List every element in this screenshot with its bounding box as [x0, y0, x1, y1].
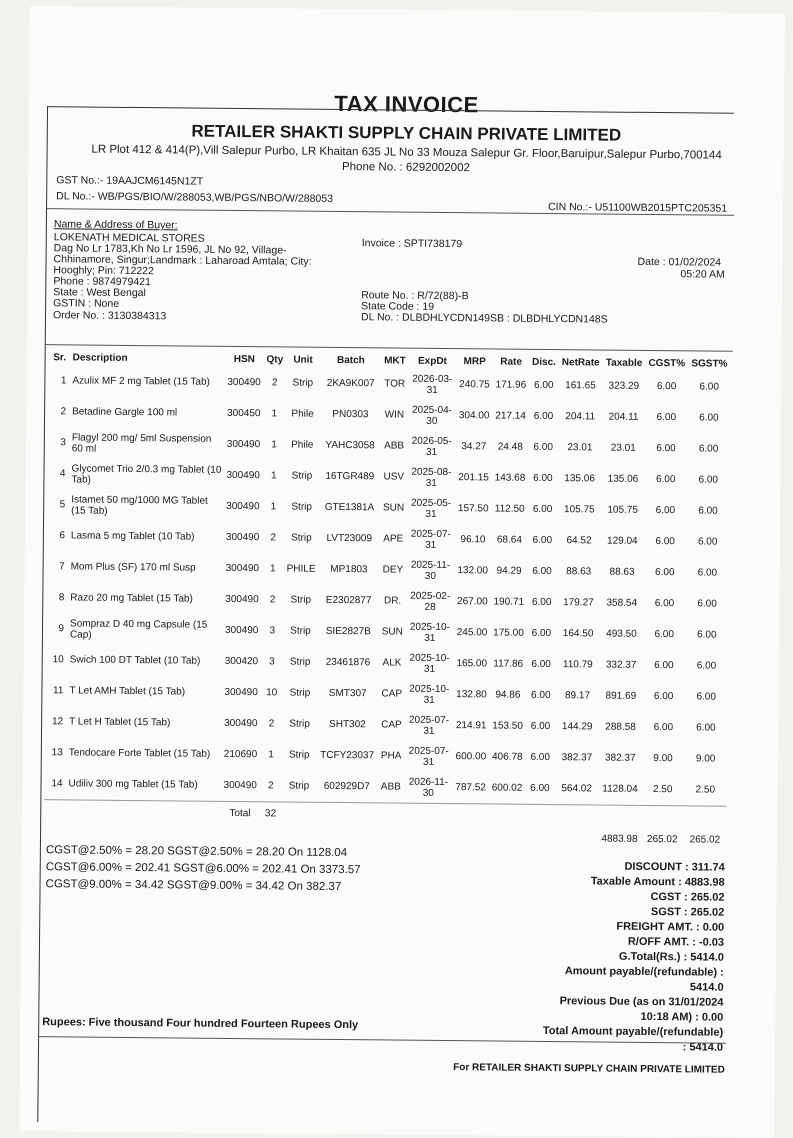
- table-cell: 12: [51, 716, 64, 728]
- table-cell: 117.86: [493, 658, 524, 670]
- sum-cell: [377, 825, 404, 847]
- sum-cell: [259, 824, 281, 846]
- table-cell: Razo 20 mg Tablet (15 Tab): [70, 592, 193, 605]
- total-cell: 32: [260, 802, 282, 825]
- table-cell: 6.00: [696, 660, 717, 672]
- table-cell: 300490: [227, 376, 261, 389]
- table-cell: 217.14: [495, 410, 526, 422]
- total-cell: [44, 800, 66, 823]
- table-cell: 161.65: [565, 380, 596, 392]
- table-cell: 9.00: [653, 753, 673, 765]
- freight-amount: FREIGHT AMT. : 0.00: [616, 920, 725, 934]
- table-cell: 332.37: [605, 659, 637, 671]
- table-cell: 300490: [224, 624, 259, 637]
- column-header: SGST%: [691, 358, 728, 370]
- table-cell: 6.00: [655, 474, 676, 486]
- table-cell: 24.48: [497, 441, 523, 453]
- table-cell: Betadine Gargle 100 ml: [72, 406, 178, 419]
- column-header: Sr.: [53, 352, 67, 364]
- table-cell: GTE1381A: [324, 501, 375, 514]
- table-cell: 300490: [223, 779, 257, 792]
- table-cell: Strip: [291, 501, 313, 513]
- table-cell: 787.52: [455, 782, 486, 794]
- table-cell: ABB: [384, 440, 405, 452]
- column-header: HSN: [233, 353, 255, 366]
- table-cell: 600.02: [491, 782, 523, 794]
- table-cell: 129.04: [607, 535, 638, 547]
- table-cell: 6.00: [656, 381, 677, 393]
- column-header: Disc.: [532, 356, 557, 369]
- table-cell: E2302877: [325, 594, 372, 607]
- table-cell: 201.15: [458, 472, 489, 484]
- column-header: ExpDt: [417, 355, 447, 368]
- sum-cell: 265.02: [689, 833, 721, 846]
- table-cell: Mom Plus (SF) 170 ml Susp: [70, 561, 196, 574]
- grand-total: G.Total(Rs.) : 5414.0: [618, 950, 724, 964]
- table-cell: SHT302: [329, 718, 366, 731]
- table-cell: 6.00: [534, 379, 554, 392]
- total-cell: Total: [220, 801, 260, 824]
- previous-due-label: Previous Due (as on 31/01/2024: [559, 995, 724, 1009]
- table-cell: 2025-08-31: [411, 466, 452, 489]
- table-cell: 157.50: [457, 503, 489, 515]
- table-cell: 2025-11-30: [410, 559, 451, 582]
- tax-line: CGST@6.00% = 202.41 SGST@6.00% = 202.41 On 3373.57: [45, 861, 361, 877]
- total-payable-value: : 5414.0: [682, 1041, 724, 1054]
- table-cell: 6.00: [653, 722, 674, 734]
- amount-payable-label: Amount payable/(refundable) :: [564, 965, 724, 979]
- sum-cell: [220, 824, 260, 846]
- table-cell: 2025-07-31: [410, 528, 451, 551]
- table-cell: Sompraz D 40 mg Capsule (15 Cap): [69, 617, 208, 641]
- table-cell: 153.50: [492, 720, 523, 732]
- table-cell: 2: [271, 377, 278, 389]
- table-cell: 323.29: [608, 380, 640, 392]
- table-cell: LVT23009: [326, 532, 372, 545]
- table-cell: 382.37: [604, 752, 636, 764]
- company-name: RETAILER SHAKTI SUPPLY CHAIN PRIVATE LIMITED: [191, 121, 622, 145]
- table-cell: 2: [269, 594, 276, 606]
- table-cell: WIN: [384, 409, 405, 421]
- total-cell: [377, 803, 404, 826]
- table-cell: T Let H Tablet (15 Tab): [69, 716, 171, 729]
- table-cell: 143.68: [494, 472, 526, 484]
- table-cell: 1: [270, 501, 277, 513]
- buyer-gstin: GSTIN : None: [53, 297, 120, 310]
- table-cell: 288.58: [605, 721, 636, 733]
- table-cell: 6.00: [654, 629, 675, 641]
- table-cell: 5: [59, 499, 66, 511]
- table-cell: 6.00: [530, 751, 551, 764]
- table-cell: Strip: [291, 532, 312, 544]
- table-cell: 564.02: [561, 783, 592, 795]
- table-cell: 2.50: [695, 784, 716, 796]
- table-cell: 6.00: [533, 441, 553, 454]
- table-cell: Swich 100 DT Tablet (10 Tab): [69, 654, 201, 667]
- table-cell: 10: [52, 654, 64, 666]
- buyer-phone: Phone : 9874979421: [53, 275, 151, 289]
- table-cell: CAP: [381, 688, 403, 700]
- table-cell: 1: [271, 439, 277, 451]
- table-cell: 3: [269, 625, 276, 637]
- table-cell: Udiliv 300 mg Tablet (15 Tab): [68, 778, 198, 791]
- table-cell: 2025-05-31: [411, 497, 452, 520]
- table-cell: 9: [58, 623, 65, 635]
- table-cell: 6.00: [696, 722, 716, 734]
- table-cell: 210690: [223, 748, 258, 761]
- table-cell: PHA: [380, 750, 402, 762]
- table-cell: 68.64: [496, 534, 522, 546]
- table-cell: 6.00: [698, 474, 719, 486]
- table-cell: Strip: [290, 625, 311, 637]
- sum-cell: [452, 826, 489, 848]
- table-cell: 406.78: [491, 751, 523, 763]
- table-cell: 300490: [224, 717, 258, 730]
- table-cell: SIE2827B: [325, 625, 371, 638]
- sum-cell: [404, 826, 452, 848]
- table-cell: 23.01: [567, 442, 593, 454]
- table-cell: 2026-11-30: [408, 776, 449, 799]
- table-cell: 14: [51, 778, 63, 790]
- table-cell: 6.00: [654, 660, 674, 672]
- total-cell: [598, 805, 641, 828]
- table-cell: Strip: [288, 780, 310, 792]
- table-cell: 23461876: [325, 656, 371, 669]
- buyer-state: State : West Bengal: [53, 286, 146, 300]
- table-cell: 175.00: [493, 627, 524, 639]
- table-cell: 135.06: [564, 473, 595, 485]
- table-cell: 6.00: [655, 505, 676, 517]
- total-cell: [316, 802, 377, 825]
- table-cell: SMT307: [328, 687, 367, 700]
- taxable-amount: Taxable Amount : 4883.98: [590, 875, 725, 889]
- amount-payable-value: 5414.0: [689, 981, 724, 994]
- table-cell: 300490: [226, 500, 260, 513]
- table-cell: Strip: [292, 377, 314, 389]
- cin-number: CIN No.:- U51100WB2015PTC205351: [548, 200, 728, 215]
- table-cell: 6.00: [532, 534, 553, 547]
- company-phone: Phone No. : 6292002002: [341, 161, 470, 175]
- table-cell: Strip: [289, 687, 311, 699]
- table-cell: 1: [270, 470, 277, 482]
- table-cell: 267.00: [457, 596, 488, 608]
- table-cell: 6.00: [531, 658, 551, 671]
- sgst-total: SGST : 265.02: [650, 906, 725, 919]
- table-cell: Tendocare Forte Tablet (15 Tab): [68, 747, 211, 760]
- signatory-line: For RETAILER SHAKTI SUPPLY CHAIN PRIVATE LIMITED: [453, 1062, 725, 1076]
- table-cell: TOR: [384, 378, 406, 390]
- total-cell: [684, 806, 727, 829]
- table-cell: YAHC3058: [325, 439, 375, 452]
- summary-block: [543, 859, 725, 1056]
- buyer-address-line3: Hooghly; Pin: 712222: [53, 264, 154, 278]
- table-cell: 6.00: [696, 691, 716, 703]
- table-cell: 132.80: [456, 689, 487, 701]
- table-cell: 6.00: [531, 627, 552, 640]
- table-cell: 304.00: [458, 410, 490, 422]
- state-code: State Code : 19: [361, 300, 435, 313]
- table-cell: 300490: [225, 562, 260, 575]
- column-header: Description: [72, 352, 128, 364]
- items-body: [44, 365, 731, 851]
- table-cell: Glycomet Trio 2/0.3 mg Tablet (10 Tab): [71, 462, 222, 486]
- table-cell: Strip: [289, 656, 311, 668]
- table-cell: Azulix MF 2 mg Tablet (15 Tab): [72, 375, 210, 388]
- invoice-paper: [19, 6, 785, 1138]
- column-header: MKT: [384, 355, 406, 367]
- table-cell: 3: [60, 437, 66, 449]
- tax-breakup: [45, 842, 360, 896]
- table-cell: 214.91: [455, 720, 487, 732]
- table-cell: 1: [268, 749, 274, 761]
- total-cell: [66, 800, 220, 824]
- table-cell: 204.11: [608, 411, 639, 423]
- table-cell: 135.06: [607, 473, 639, 485]
- table-cell: 89.17: [564, 690, 591, 702]
- total-cell: [281, 802, 316, 825]
- table-cell: 8: [58, 592, 65, 604]
- table-cell: 179.27: [563, 597, 594, 609]
- table-cell: 2026-05-31: [411, 435, 452, 458]
- table-cell: CAP: [381, 719, 402, 731]
- table-cell: 493.50: [606, 628, 637, 640]
- table-cell: Istamet 50 mg/1000 MG Tablet (15 Tab): [71, 493, 208, 517]
- order-number: Order No. : 3130384313: [52, 309, 167, 323]
- items-table: [44, 350, 731, 851]
- roundoff-amount: R/OFF AMT. : -0.03: [627, 935, 725, 949]
- table-cell: 382.37: [561, 752, 593, 764]
- table-cell: 300450: [227, 407, 261, 420]
- seller-dl-number: DL No. : DLBDHLYCDN149SB : DLBDHLYCDN148S: [360, 311, 608, 326]
- table-cell: PHILE: [286, 563, 316, 575]
- table-cell: 3: [269, 656, 275, 668]
- table-cell: DR.: [383, 595, 402, 607]
- table-cell: 190.71: [493, 596, 525, 608]
- total-cell: [525, 804, 555, 827]
- table-cell: 1: [270, 563, 276, 575]
- table-cell: 112.50: [494, 503, 525, 515]
- table-cell: 105.75: [607, 504, 639, 516]
- table-cell: 2: [270, 532, 276, 544]
- sum-cell: [488, 826, 525, 848]
- table-cell: Phile: [291, 439, 314, 451]
- table-cell: 16TGR489: [325, 470, 375, 483]
- buyer-address-line2: Chhinamore, Singur;Landmark : Laharoad Amtala; City:: [53, 253, 312, 268]
- table-cell: 164.50: [562, 628, 594, 640]
- invoice-number: Invoice : SPTI738179: [361, 237, 463, 251]
- table-cell: 6.00: [533, 472, 553, 485]
- table-cell: 602929D7: [323, 780, 370, 793]
- table-cell: 2025-02-28: [410, 590, 451, 613]
- table-cell: 2026-03-31: [412, 373, 453, 396]
- table-cell: 7: [59, 561, 65, 573]
- table-cell: ALK: [382, 657, 402, 669]
- table-cell: 171.96: [495, 379, 527, 391]
- invoice-time: 05:20 AM: [680, 268, 725, 281]
- sum-cell: 4883.98: [601, 833, 638, 845]
- sum-cell: [44, 822, 66, 844]
- column-header: CGST%: [648, 357, 686, 370]
- table-cell: 144.29: [561, 721, 593, 733]
- table-cell: 600.00: [455, 751, 487, 763]
- tax-line: CGST@2.50% = 28.20 SGST@2.50% = 28.20 On 1128.04: [45, 844, 348, 860]
- table-cell: 96.10: [460, 534, 486, 546]
- total-cell: [452, 804, 489, 827]
- table-cell: 300490: [225, 593, 259, 606]
- table-cell: 2: [60, 406, 67, 418]
- total-cell: [554, 805, 598, 828]
- table-cell: Strip: [288, 749, 310, 761]
- table-cell: 6.00: [655, 536, 675, 548]
- table-cell: 6.00: [532, 565, 552, 578]
- table-cell: 2: [267, 780, 274, 792]
- table-cell: Strip: [289, 718, 310, 730]
- table-cell: 300490: [226, 469, 260, 482]
- table-cell: 300420: [224, 655, 259, 668]
- table-cell: 6.00: [655, 567, 675, 579]
- invoice-title: TAX INVOICE: [334, 90, 479, 118]
- table-cell: 6: [59, 530, 65, 542]
- table-cell: APE: [383, 533, 404, 545]
- table-cell: 2025-10-31: [409, 683, 450, 706]
- table-cell: Phile: [291, 408, 314, 420]
- table-cell: 10: [266, 687, 278, 699]
- previous-due-value: 10:18 AM) : 0.00: [640, 1010, 724, 1024]
- table-cell: 245.00: [456, 627, 488, 639]
- table-cell: 358.54: [606, 597, 638, 609]
- table-cell: T Let AMH Tablet (15 Tab): [69, 685, 186, 698]
- table-cell: 4: [59, 468, 66, 480]
- sum-cell: [525, 827, 555, 849]
- table-cell: 88.63: [566, 566, 592, 578]
- table-cell: SUN: [382, 502, 405, 514]
- total-cell: [641, 805, 684, 828]
- table-cell: 94.29: [496, 565, 522, 577]
- table-cell: 6.00: [697, 567, 718, 579]
- table-cell: 1128.04: [602, 783, 638, 795]
- table-cell: 13: [51, 747, 63, 759]
- table-cell: USV: [383, 471, 405, 483]
- table-cell: TCFY23037: [320, 749, 375, 762]
- table-cell: 6.00: [699, 381, 719, 393]
- tax-line: CGST@9.00% = 34.42 SGST@9.00% = 34.42 On 382.37: [45, 878, 342, 894]
- total-cell: [404, 803, 452, 826]
- column-header: Unit: [293, 354, 313, 366]
- table-cell: 6.00: [698, 505, 718, 517]
- total-cell: [488, 804, 525, 827]
- table-cell: 6.00: [531, 689, 551, 702]
- table-cell: 300490: [225, 531, 260, 544]
- table-cell: 6.00: [530, 782, 550, 795]
- table-cell: 6.00: [531, 596, 552, 609]
- table-cell: 165.00: [456, 658, 488, 670]
- table-cell: 2025-10-31: [409, 621, 450, 644]
- column-header: Rate: [500, 356, 522, 368]
- table-cell: DEY: [382, 564, 404, 576]
- table-cell: 6.00: [697, 598, 717, 610]
- total-payable-label: Total Amount payable/(refundable): [542, 1024, 724, 1039]
- table-cell: 6.00: [654, 598, 675, 610]
- sum-cell: 265.02: [646, 833, 678, 845]
- table-cell: 132.00: [457, 565, 489, 577]
- table-cell: Strip: [290, 594, 312, 606]
- column-header: Batch: [336, 354, 365, 367]
- table-cell: MP1803: [330, 563, 368, 576]
- table-cell: SUN: [381, 626, 403, 638]
- table-cell: 2: [268, 718, 275, 730]
- table-cell: 2.50: [652, 784, 673, 796]
- column-header: MRP: [463, 356, 486, 368]
- table-cell: 6.00: [533, 410, 554, 423]
- table-cell: 2025-07-31: [408, 714, 450, 737]
- dl-number: DL No.:- WB/PGS/BIO/W/288053,WB/PGS/NBO/W/288053: [56, 190, 334, 205]
- table-cell: 94.86: [495, 689, 521, 701]
- invoice-date: Date : 01/02/2024: [637, 255, 722, 269]
- buyer-address-line1: Dag No Lr 1783,Kh No Lr 1596, JL No 92, Village-: [53, 242, 287, 257]
- cgst-total: CGST : 265.02: [650, 890, 725, 904]
- table-cell: 300490: [224, 686, 258, 699]
- table-cell: PN0303: [332, 408, 369, 421]
- table-cell: 2KA9K007: [326, 377, 375, 390]
- table-cell: 6.00: [697, 536, 718, 548]
- table-cell: 2025-10-31: [409, 652, 450, 675]
- table-cell: 2025-07-31: [408, 745, 449, 768]
- gst-number: GST No.:- 19AAJCM6145N1ZT: [56, 174, 204, 188]
- table-cell: 6.00: [697, 629, 717, 641]
- table-cell: 6.00: [653, 691, 674, 703]
- table-cell: Strip: [291, 470, 313, 482]
- amount-in-words: Rupees: Five thousand Four hundred Fourteen Rupees Only: [42, 1016, 359, 1032]
- table-cell: 6.00: [530, 720, 551, 733]
- buyer-name: LOKENATH MEDICAL STORES: [53, 231, 205, 245]
- table-cell: 300490: [226, 438, 261, 451]
- table-cell: 34.27: [461, 441, 487, 453]
- route-number: Route No. : R/72(88)-B: [361, 289, 469, 303]
- table-cell: 9.00: [695, 753, 716, 765]
- discount-total: DISCOUNT : 311.74: [624, 860, 725, 874]
- table-cell: 23.01: [610, 442, 636, 454]
- table-cell: 105.75: [563, 504, 595, 516]
- table-cell: 6.00: [656, 412, 677, 424]
- column-header: Qty: [266, 354, 284, 366]
- table-cell: 6.00: [532, 503, 553, 516]
- table-cell: 6.00: [656, 443, 676, 455]
- column-header: NetRate: [561, 357, 600, 369]
- table-cell: 88.63: [609, 566, 635, 578]
- table-cell: 110.79: [562, 659, 593, 671]
- table-cell: 6.00: [699, 412, 719, 424]
- table-cell: Lasma 5 mg Tablet (10 Tab): [70, 530, 195, 543]
- sum-cell: [554, 827, 598, 849]
- table-cell: 2025-04-30: [411, 404, 453, 427]
- table-cell: ABB: [380, 781, 401, 793]
- column-header: Taxable: [605, 357, 643, 369]
- buyer-heading: Name & Address of Buyer:: [53, 218, 178, 232]
- table-cell: 64.52: [566, 535, 592, 547]
- table-cell: 6.00: [698, 443, 719, 455]
- company-address: LR Plot 412 & 414(P),Vill Salepur Purbo, LR Khaitan 635 JL No 33 Mouza Salepur Gr. Floor,Baruipur,Salepur Purbo,700144: [91, 143, 722, 162]
- table-cell: Flagyl 200 mg/ 5ml Suspension 60 ml: [71, 431, 212, 455]
- table-cell: 240.75: [459, 379, 490, 391]
- table-cell: 204.11: [565, 411, 596, 423]
- sum-cell: [281, 824, 316, 846]
- table-cell: 891.69: [605, 690, 637, 702]
- table-cell: 1: [60, 375, 67, 387]
- table-cell: 1: [271, 408, 278, 420]
- table-cell: 11: [52, 685, 64, 697]
